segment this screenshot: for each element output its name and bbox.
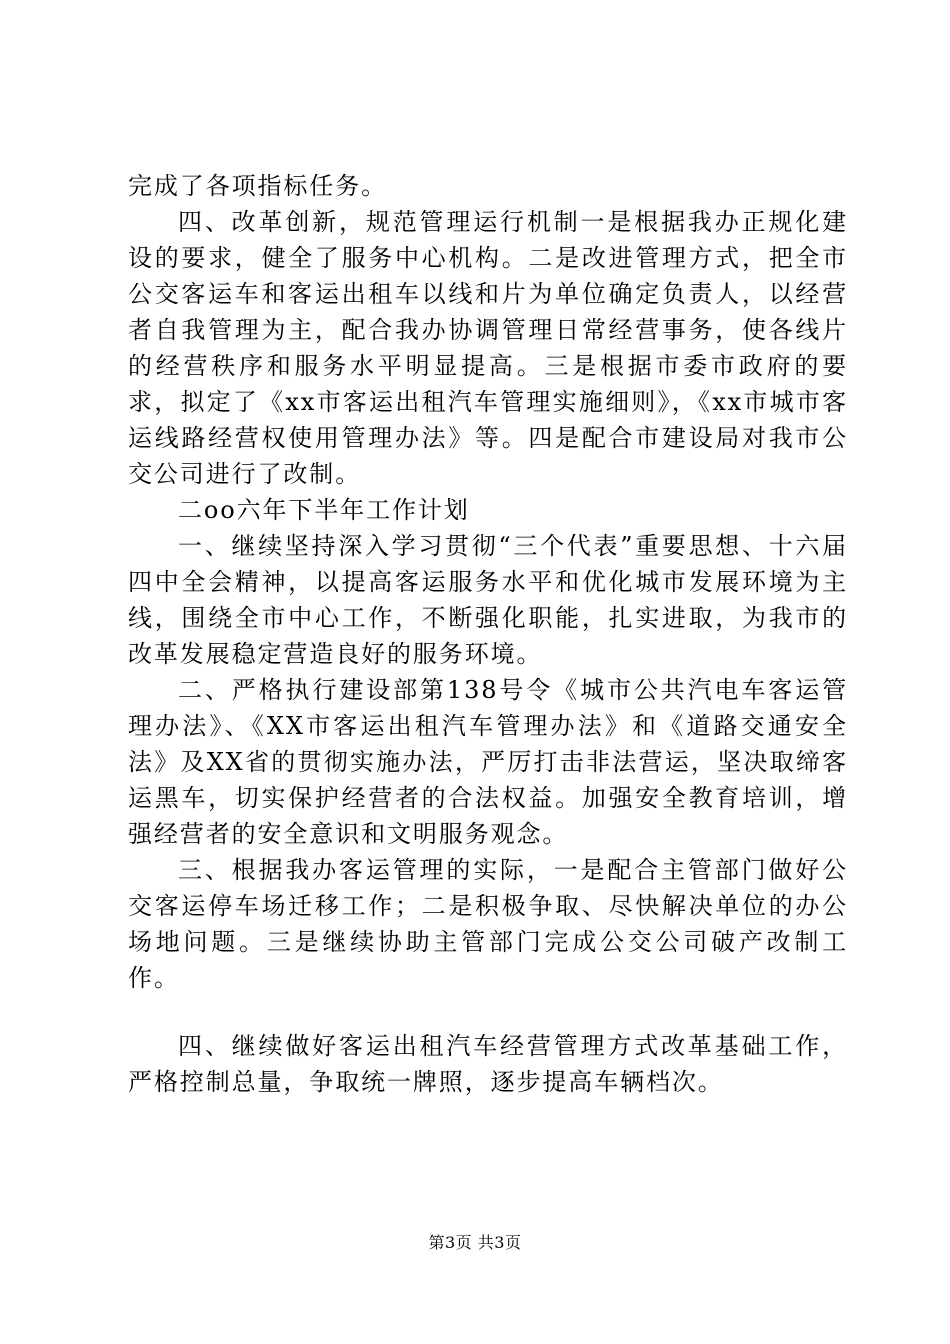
paragraph-plan-item-4: 四、继续做好客运出租汽车经营管理方式改革基础工作，严格控制总量，争取统一牌照，逐步提高车辆档次。 [128, 1032, 848, 1096]
paragraph-reform-innovation: 四、改革创新，规范管理运行机制一是根据我办正规化建设的要求，健全了服务中心机构。二是改进管理方式，把全市公交客运车和客运出租车以线和片为单位确定负责人，以经营者自我管理为主，配合我办协调管理日常经营事务，使各线片的经营秩序和服务水平明显提高。三是根据市委市政府的要求，拟定了《xx市客运出租汽车管理实施细则》，《xx市城市客运线路经营权使用管理办法》等。四是配合市建设局对我市公交公司进行了改制。 [128, 208, 848, 488]
paragraph-plan-item-3: 三、根据我办客运管理的实际，一是配合主管部门做好公交客运停车场迁移工作；二是积极争取、尽快解决单位的办公场地问题。三是继续协助主管部门完成公交公司破产改制工作。 [128, 856, 848, 992]
page-footer: 第3页 共3页 [428, 1233, 522, 1252]
section-heading-work-plan: 二oo六年下半年工作计划 [178, 496, 470, 524]
paragraph-plan-item-1: 一、继续坚持深入学习贯彻“三个代表”重要思想、十六届四中全会精神，以提高客运服务水平和优化城市发展环境为主线，围绕全市中心工作，不断强化职能，扎实进取，为我市的改革发展稳定营造良好的服务环境。 [128, 532, 848, 668]
paragraph-plan-item-2: 二、严格执行建设部第138号令《城市公共汽电车客运管理办法》、《XX市客运出租汽车管理办法》和《道路交通安全法》及XX省的贯彻实施办法，严厉打击非法营运，坚决取缔客运黑车，切实保护经营者的合法权益。加强安全教育培训，增强经营者的安全意识和文明服务观念。 [128, 676, 848, 848]
document-body [128, 168, 848, 1100]
paragraph-continuation: 完成了各项指标任务。 [128, 172, 387, 200]
